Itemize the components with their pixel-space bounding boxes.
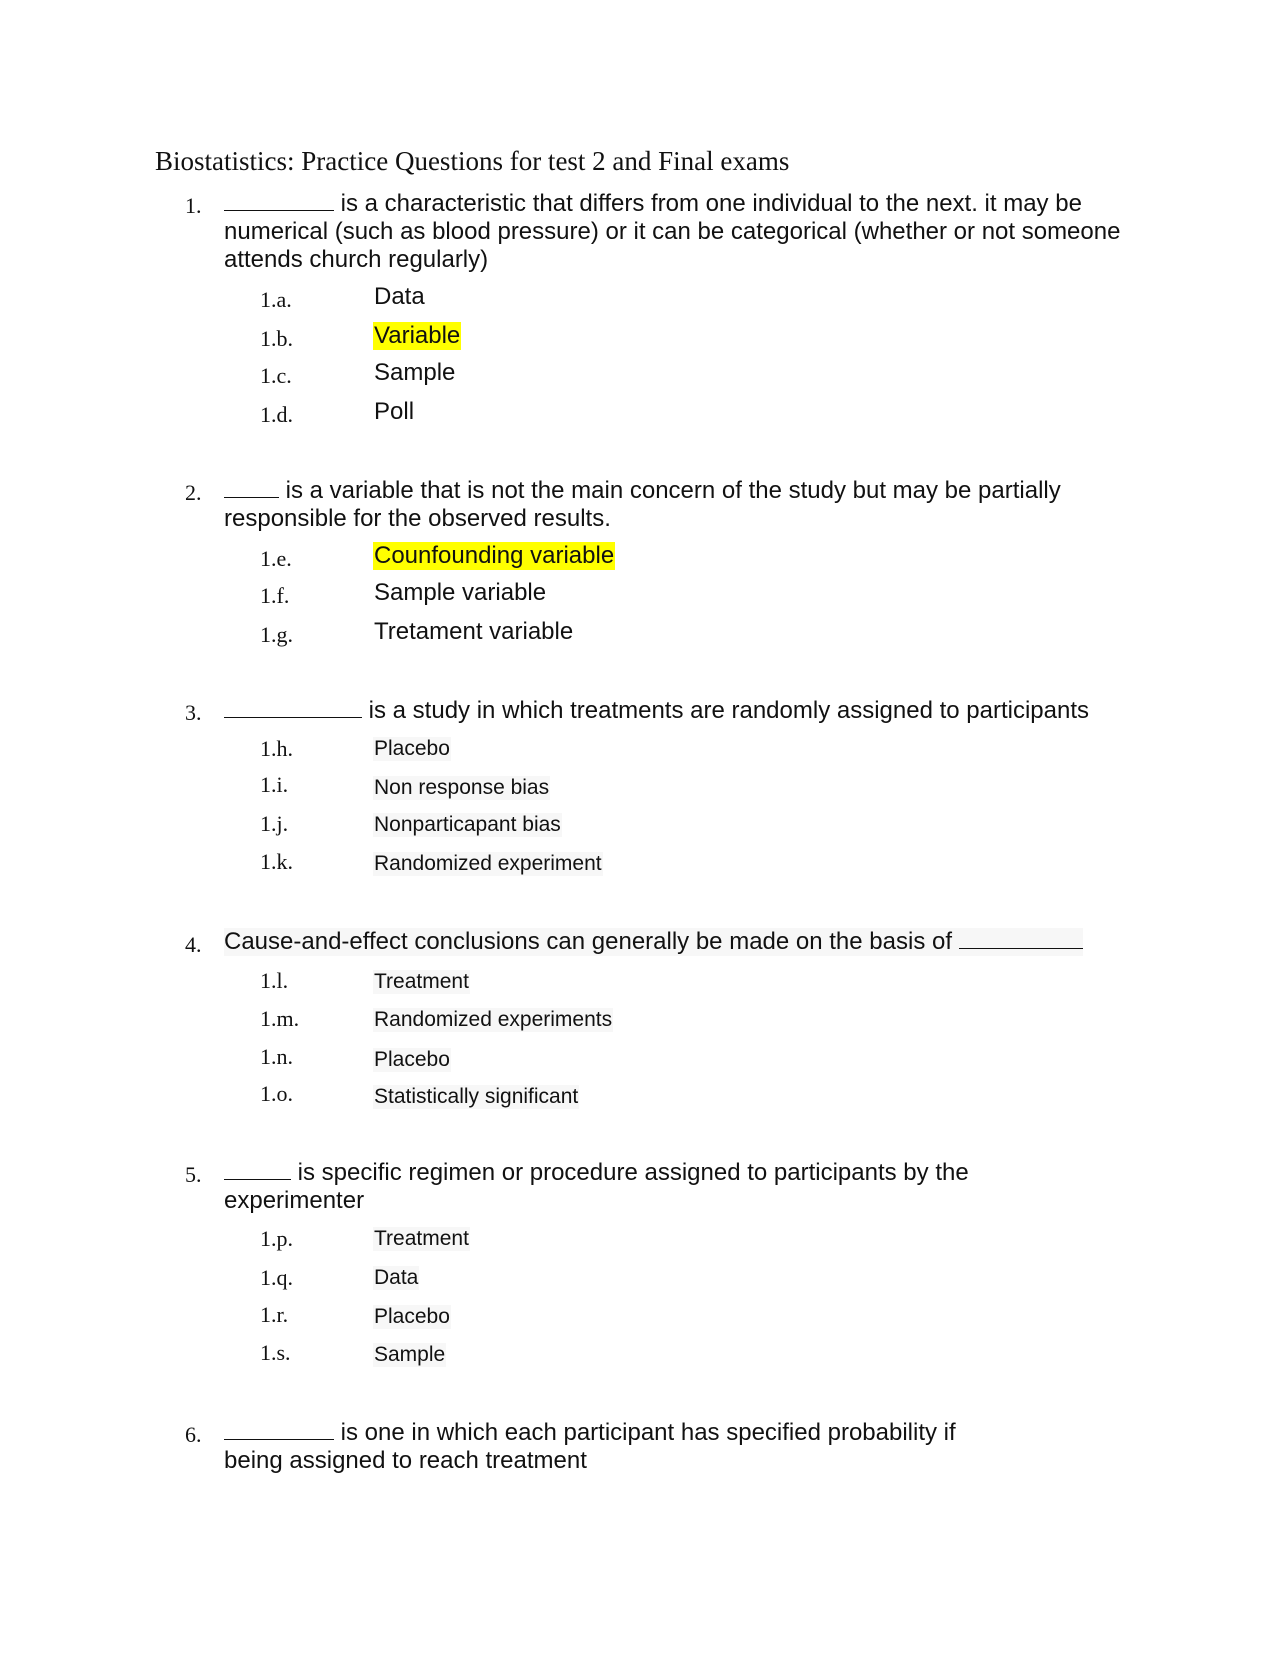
option-text: Data	[374, 1266, 419, 1289]
page-title: Biostatistics: Practice Questions for test 2 and Final exams	[155, 146, 790, 176]
option-text: Non response bias	[374, 776, 550, 799]
question-3-number: 3.	[185, 700, 202, 725]
option-label: 1.g.	[260, 622, 293, 647]
option-text: Sample	[374, 359, 456, 386]
question-6-text: is one in which each participant has specified probability if being assigned to reach treatment	[224, 1419, 956, 1474]
option-text: Placebo	[374, 1048, 450, 1071]
answer-blank	[224, 1419, 334, 1440]
option-text-highlighted: Variable	[374, 322, 461, 349]
option-label: 1.d.	[260, 402, 293, 427]
question-3-text: is a study in which treatments are randomly assigned to participants	[224, 697, 1154, 725]
question-4-text: Cause-and-effect conclusions can generally be made on the basis of	[224, 928, 1083, 956]
option-label: 1.r.	[260, 1302, 289, 1327]
option-text: Placebo	[374, 1305, 450, 1328]
question-5-text: is specific regimen or procedure assigned to participants by the experimenter	[224, 1159, 969, 1214]
option-text: Placebo	[374, 737, 450, 760]
question-1-number: 1.	[185, 193, 202, 218]
option-text: Poll	[374, 398, 415, 425]
option-label: 1.p.	[260, 1226, 293, 1251]
option-text: Treatment	[374, 970, 469, 993]
option-text: Sample	[374, 1343, 446, 1366]
option-text: Randomized experiment	[374, 852, 602, 875]
option-text: Nonparticapant bias	[374, 813, 561, 836]
option-text: Statistically significant	[374, 1085, 579, 1108]
option-label: 1.m.	[260, 1006, 300, 1031]
answer-blank	[224, 477, 279, 498]
option-text: Treatment	[374, 1227, 469, 1250]
answer-blank	[224, 190, 334, 211]
answer-blank	[224, 697, 362, 718]
option-label: 1.q.	[260, 1265, 293, 1290]
option-text: Data	[374, 283, 425, 310]
option-label: 1.j.	[260, 811, 289, 836]
option-label: 1.c.	[260, 363, 292, 388]
option-label: 1.k.	[260, 849, 293, 874]
option-label: 1.e.	[260, 546, 292, 571]
answer-blank	[959, 928, 1083, 949]
option-text: Sample variable	[374, 579, 547, 606]
option-text: Randomized experiments	[374, 1008, 613, 1031]
question-5-number: 5.	[185, 1162, 202, 1187]
question-1-text: is a characteristic that differs from one individual to the next. it may be numerical (such as blood pressure) or it can be categorical (whether or not someone attends church regularly)	[224, 190, 1121, 273]
option-label: 1.b.	[260, 326, 293, 351]
answer-blank	[224, 1159, 291, 1180]
question-2-text: is a variable that is not the main concern of the study but may be partially responsible for the observed results.	[224, 477, 1061, 532]
option-label: 1.h.	[260, 736, 293, 761]
question-4-number: 4.	[185, 932, 202, 957]
option-label: 1.a.	[260, 287, 292, 312]
option-label: 1.i.	[260, 772, 289, 797]
option-text-highlighted: Counfounding variable	[374, 542, 615, 569]
option-label: 1.f.	[260, 583, 290, 608]
option-label: 1.l.	[260, 968, 289, 993]
option-text: Tretament variable	[374, 618, 574, 645]
question-2-number: 2.	[185, 480, 202, 505]
option-label: 1.n.	[260, 1044, 293, 1069]
option-label: 1.o.	[260, 1081, 293, 1106]
question-6-number: 6.	[185, 1422, 202, 1447]
option-label: 1.s.	[260, 1340, 291, 1365]
